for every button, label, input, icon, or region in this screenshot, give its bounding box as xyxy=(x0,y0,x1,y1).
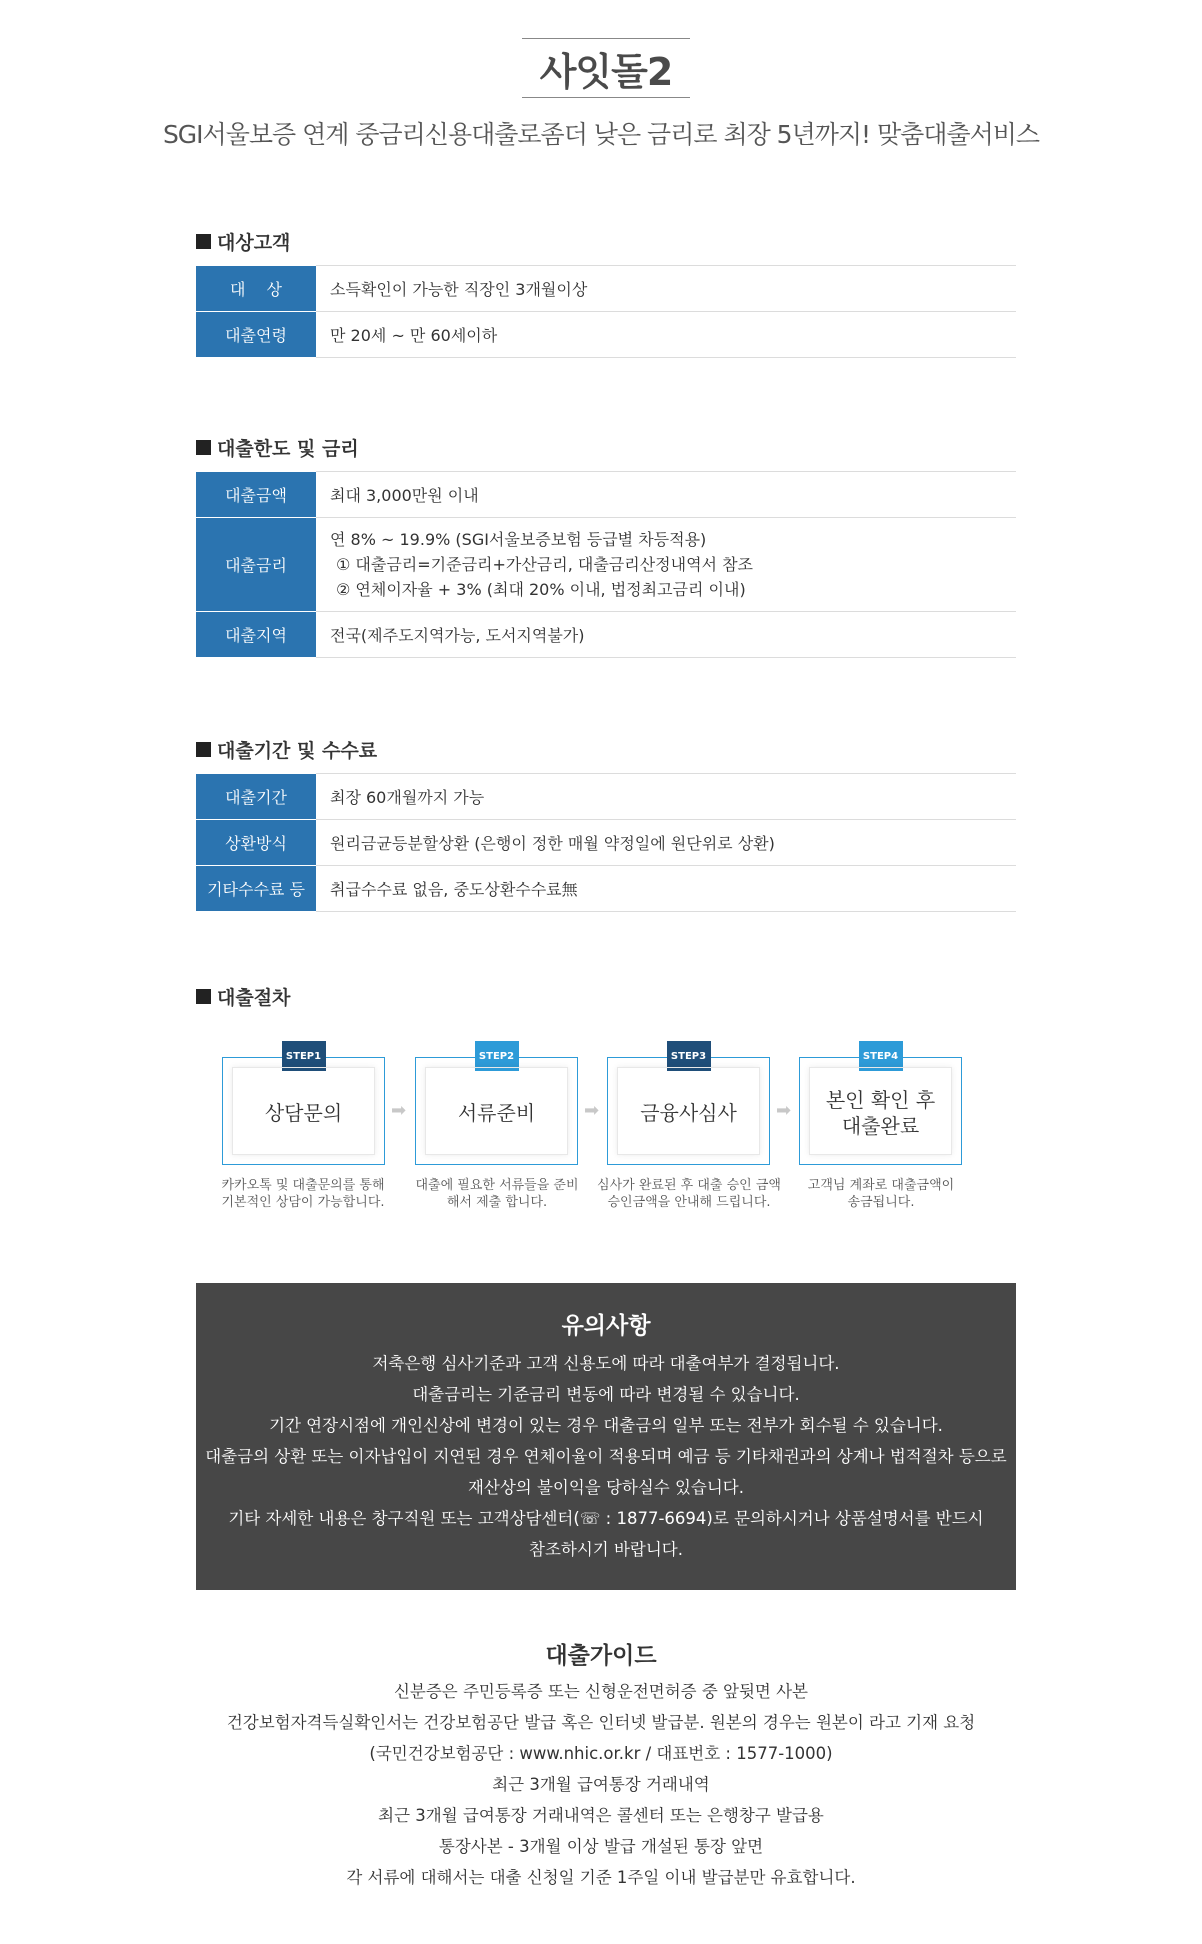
step-1-card xyxy=(222,1050,385,1165)
guide-line: 각 서류에 대해서는 대출 신청일 기준 1주일 이내 발급분만 유효합니다. xyxy=(346,1868,856,1887)
notice-line: 대출금의 상환 또는 이자납입이 지연된 경우 연체이율이 적용되며 예금 등 기타채권과의 상계나 법적절차 등으로 xyxy=(205,1447,1007,1466)
square-bullet-icon xyxy=(196,440,211,455)
step-name xyxy=(809,1067,952,1155)
arrow-right-icon: ➡ xyxy=(776,1100,792,1121)
step-name: 금융사심사 xyxy=(617,1067,760,1155)
guide-line: 최근 3개월 급여통장 거래내역은 콜센터 또는 은행창구 발급용 xyxy=(378,1806,824,1825)
table-row xyxy=(196,612,1016,658)
desc-line: 대출에 필요한 서류들을 준비 xyxy=(415,1178,579,1193)
row-label: 기타수수료 등 xyxy=(196,866,316,912)
step-1-desc xyxy=(208,1177,398,1211)
section-target-title xyxy=(196,228,290,255)
rate-line: ① 대출금리=기준금리+가산금리, 대출금리산정내역서 참조 xyxy=(336,555,753,574)
section-label: 대출한도 및 금리 xyxy=(217,438,359,460)
step-name: 상담문의 xyxy=(232,1067,375,1155)
table-row xyxy=(196,518,1016,612)
guide-line: 건강보험자격득실확인서는 건강보험공단 발급 혹은 인터넷 발급분. 원본의 경우는 원본이 라고 기재 요청 xyxy=(226,1713,976,1732)
notice-line: 대출금리는 기준금리 변동에 따라 변경될 수 있습니다. xyxy=(412,1385,800,1404)
row-label: 대출금액 xyxy=(196,472,316,518)
table-row xyxy=(196,820,1016,866)
guide-title: 대출가이드 xyxy=(545,1643,657,1669)
limit-table xyxy=(196,471,1016,658)
notice-line: 재산상의 불이익을 당하실수 있습니다. xyxy=(467,1478,744,1497)
row-label: 대출지역 xyxy=(196,612,316,658)
step-badge: STEP3 xyxy=(667,1041,711,1071)
period-table xyxy=(196,773,1016,912)
arrow-right-icon: ➡ xyxy=(584,1100,600,1121)
row-label: 대출기간 xyxy=(196,774,316,820)
page-title: 사잇돌2 xyxy=(539,49,673,94)
section-procedure-title xyxy=(196,983,290,1010)
desc-line: 승인금액을 안내해 드립니다. xyxy=(607,1195,771,1210)
desc-line: 기본적인 상담이 가능합니다. xyxy=(221,1195,385,1210)
step-2-desc xyxy=(402,1177,592,1211)
square-bullet-icon xyxy=(196,742,211,757)
desc-line: 해서 제출 합니다. xyxy=(446,1195,548,1210)
rate-line: 연 8% ~ 19.9% (SGI서울보증보험 등급별 차등적용) xyxy=(330,530,707,549)
section-label: 대상고객 xyxy=(217,232,291,254)
step-4-card xyxy=(799,1050,962,1165)
row-value: 전국(제주도지역가능, 도서지역불가) xyxy=(316,612,1016,658)
step-3-desc xyxy=(594,1177,784,1211)
step-3-card xyxy=(607,1050,770,1165)
row-value: 원리금균등분할상환 (은행이 정한 매월 약정일에 원단위로 상환) xyxy=(316,820,1016,866)
notice-line: 참조하시기 바랍니다. xyxy=(529,1540,683,1559)
table-row xyxy=(196,266,1016,312)
step-name: 서류준비 xyxy=(425,1067,568,1155)
notice-title: 유의사항 xyxy=(561,1313,651,1339)
step-badge: STEP1 xyxy=(282,1041,326,1071)
rate-line: ② 연체이자율 + 3% (최대 20% 이내, 법정최고금리 이내) xyxy=(336,580,746,599)
step-name-line: 대출완료 xyxy=(841,1114,920,1138)
target-table xyxy=(196,265,1016,358)
step-badge: STEP2 xyxy=(475,1041,519,1071)
square-bullet-icon xyxy=(196,989,211,1004)
desc-line: 고객님 계좌로 대출금액이 xyxy=(807,1178,955,1193)
desc-line: 송금됩니다. xyxy=(847,1195,915,1210)
guide-line: 최근 3개월 급여통장 거래내역 xyxy=(492,1775,710,1794)
row-value: 만 20세 ~ 만 60세이하 xyxy=(316,312,1016,358)
section-limit-title xyxy=(196,434,359,461)
notice-line: 기간 연장시점에 개인신상에 변경이 있는 경우 대출금의 일부 또는 전부가 회수될 수 있습니다. xyxy=(269,1416,943,1435)
section-label: 대출절차 xyxy=(217,987,291,1009)
row-value: 취급수수료 없음, 중도상환수수료無 xyxy=(316,866,1016,912)
table-row xyxy=(196,472,1016,518)
step-4-desc xyxy=(786,1177,976,1211)
title-box xyxy=(522,38,690,98)
row-label: 대 상 xyxy=(196,266,316,312)
arrow-right-icon: ➡ xyxy=(391,1100,407,1121)
square-bullet-icon xyxy=(196,234,211,249)
table-row xyxy=(196,774,1016,820)
row-value: 최장 60개월까지 가능 xyxy=(316,774,1016,820)
section-label: 대출기간 및 수수료 xyxy=(217,740,378,762)
notice-box xyxy=(196,1283,1016,1590)
step-badge: STEP4 xyxy=(859,1041,903,1071)
guide-line: 통장사본 - 3개월 이상 발급 개설된 통장 앞면 xyxy=(438,1837,764,1856)
section-period-title xyxy=(196,736,377,763)
row-value: 최대 3,000만원 이내 xyxy=(316,472,1016,518)
step-2-card xyxy=(415,1050,578,1165)
guide-line: (국민건강보험공단 : www.nhic.or.kr / 대표번호 : 1577-1000) xyxy=(369,1744,833,1763)
desc-line: 카카오톡 및 대출문의를 통해 xyxy=(221,1178,385,1193)
notice-line: 저축은행 심사기준과 고객 신용도에 따라 대출여부가 결정됩니다. xyxy=(372,1354,840,1373)
table-row xyxy=(196,312,1016,358)
table-row xyxy=(196,866,1016,912)
step-name-line: 본인 확인 후 xyxy=(825,1088,936,1112)
row-label: 대출금리 xyxy=(196,518,316,612)
desc-line: 심사가 완료된 후 대출 승인 금액 xyxy=(597,1178,781,1193)
row-value xyxy=(316,518,1016,612)
guide-section xyxy=(0,1637,1202,1893)
notice-line: 기타 자세한 내용은 창구직원 또는 고객상담센터(☏ : 1877-6694)로 문의하시거나 상품설명서를 반드시 xyxy=(228,1509,984,1528)
row-label: 대출연령 xyxy=(196,312,316,358)
row-label: 상환방식 xyxy=(196,820,316,866)
page-subtitle: SGI서울보증 연계 중금리신용대출로좀더 낮은 금리로 최장 5년까지! 맞춤대출서비스 xyxy=(162,120,1040,149)
guide-line: 신분증은 주민등록증 또는 신형운전면허증 중 앞뒷면 사본 xyxy=(393,1682,808,1701)
row-value: 소득확인이 가능한 직장인 3개월이상 xyxy=(316,266,1016,312)
